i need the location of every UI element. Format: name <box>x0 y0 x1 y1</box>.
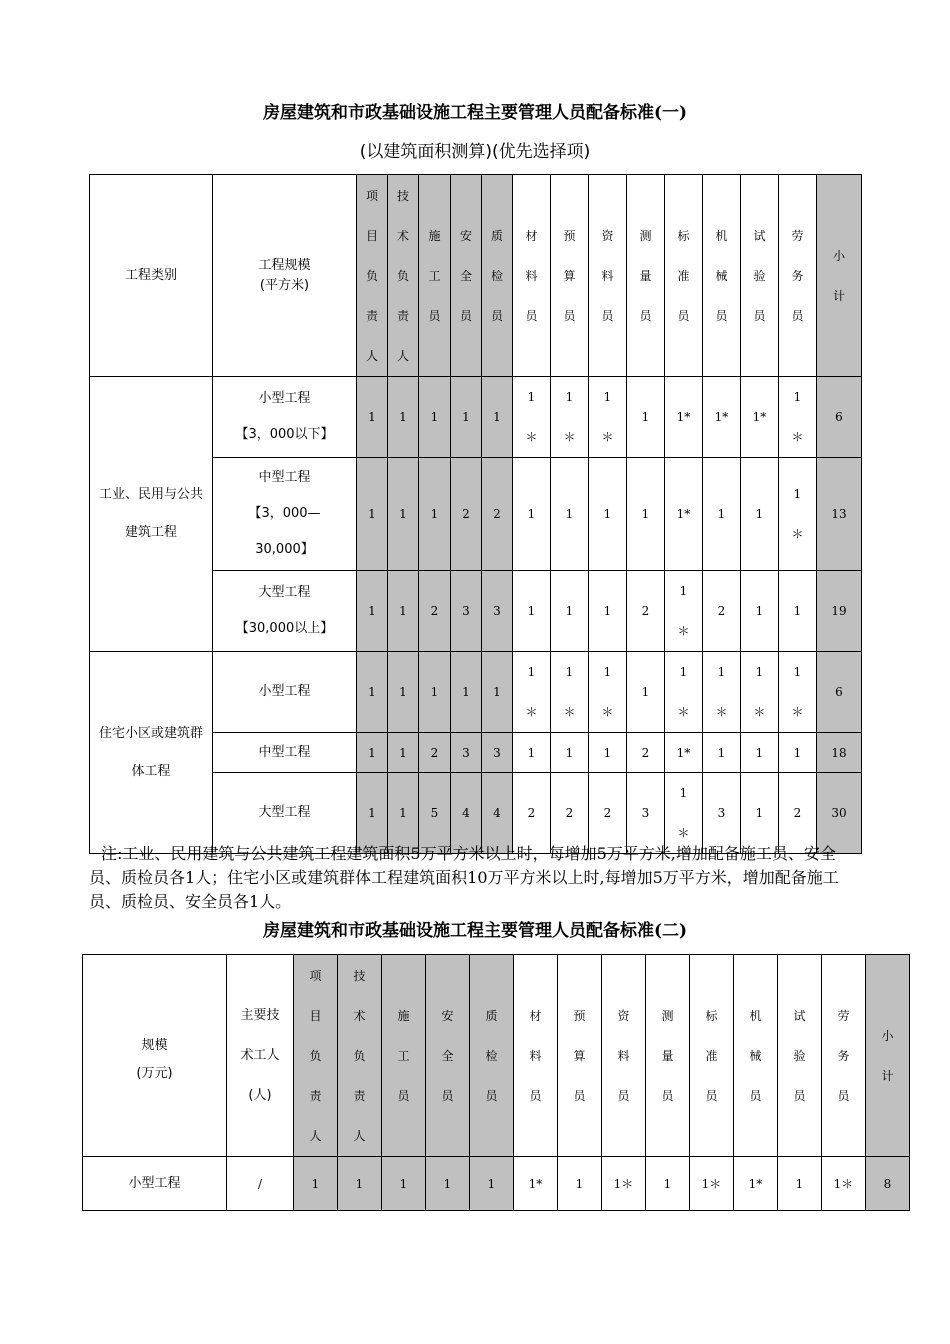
table2-title: 房屋建筑和市政基础设施工程主要管理人员配备标准(二) <box>262 921 688 941</box>
value-cell: 4 <box>451 773 482 854</box>
header-workers: 主要技术工人(人) <box>227 955 294 1157</box>
value-cell: 1 <box>388 733 419 773</box>
header-scale: 工程规模 (平方米) <box>213 175 357 377</box>
value-cell: 3 <box>451 733 482 773</box>
value-cell: 1＊ <box>665 652 703 733</box>
value-cell: 1 <box>741 733 779 773</box>
value-cell: 1* <box>734 1157 778 1211</box>
value-cell: 1 <box>551 733 589 773</box>
table2-header-row <box>83 955 910 1157</box>
value-cell: 1＊ <box>513 377 551 458</box>
header-col: 劳务员 <box>822 955 866 1157</box>
header-col: 机械员 <box>734 955 778 1157</box>
header-col: 技术负责人 <box>388 175 419 377</box>
value-cell: 1 <box>513 458 551 571</box>
value-cell: 1* <box>514 1157 558 1211</box>
value-cell: 1 <box>482 652 513 733</box>
value-cell: 1 <box>388 458 419 571</box>
header-col: 预算员 <box>558 955 602 1157</box>
value-cell: 1 <box>551 571 589 652</box>
subtotal-cell: 8 <box>866 1157 910 1211</box>
value-cell: 4 <box>482 773 513 854</box>
category-cell: 工业、民用与公共建筑工程 <box>90 377 213 652</box>
value-cell: 3 <box>627 773 665 854</box>
value-cell: 2 <box>513 773 551 854</box>
value-cell: 1 <box>357 652 388 733</box>
value-cell: 1* <box>665 377 703 458</box>
header-col: 质检员 <box>470 955 514 1157</box>
value-cell: 2 <box>451 458 482 571</box>
scale-cell: 大型工程 <box>213 773 357 854</box>
subtotal-cell: 30 <box>817 773 862 854</box>
header-col: 试验员 <box>741 175 779 377</box>
value-cell: 1 <box>451 652 482 733</box>
value-cell: 1 <box>627 377 665 458</box>
scale-cell: 小型工程 【3，000以下】 <box>213 377 357 458</box>
header-col: 测量员 <box>627 175 665 377</box>
scale-cell: 中型工程 <box>213 733 357 773</box>
header-scale: 规模 (万元) <box>83 955 227 1157</box>
staffing-table-1 <box>89 174 862 854</box>
table-row <box>83 1157 910 1211</box>
value-cell: 2 <box>627 733 665 773</box>
table1-header-row <box>90 175 862 377</box>
value-cell: 1＊ <box>665 773 703 854</box>
value-cell: 1 <box>779 571 817 652</box>
table-row <box>90 377 862 458</box>
table1-footnote: 注:工业、民用建筑与公共建筑工程建筑面积5万平方米以上时，每增加5万平方米,增加配备施工员、安全员、质检员各1人；住宅小区或建筑群体工程建筑面积10万平方米以上时,每增加5万平方米，增加配备施工员、质检员、安全员各1人。 <box>89 844 839 911</box>
value-cell: 1 <box>388 652 419 733</box>
header-col: 施工员 <box>382 955 426 1157</box>
header-category: 工程类别 <box>90 175 213 377</box>
value-cell: 1 <box>513 571 551 652</box>
value-cell: 1 <box>357 773 388 854</box>
table1-title: 房屋建筑和市政基础设施工程主要管理人员配备标准(一) <box>262 103 688 123</box>
value-cell: 2 <box>551 773 589 854</box>
value-cell: 1 <box>741 773 779 854</box>
header-col: 质检员 <box>482 175 513 377</box>
value-cell: 1 <box>482 377 513 458</box>
value-cell: 1 <box>419 377 451 458</box>
value-cell: 3 <box>451 571 482 652</box>
header-col: 资料员 <box>589 175 627 377</box>
value-cell: 2 <box>703 571 741 652</box>
value-cell: 1 <box>382 1157 426 1211</box>
value-cell: 2 <box>779 773 817 854</box>
value-cell: 1 <box>513 733 551 773</box>
header-col: 标准员 <box>665 175 703 377</box>
value-cell: 1＊ <box>779 458 817 571</box>
header-col: 资料员 <box>602 955 646 1157</box>
header-col: 材料员 <box>513 175 551 377</box>
scale-cell: 大型工程 【30,000以上】 <box>213 571 357 652</box>
scale-cell: 小型工程 <box>213 652 357 733</box>
subtotal-cell: 18 <box>817 733 862 773</box>
subtotal-cell: 6 <box>817 377 862 458</box>
value-cell: 1＊ <box>589 652 627 733</box>
value-cell: 1 <box>388 377 419 458</box>
value-cell: 1＊ <box>779 652 817 733</box>
staffing-table-2 <box>82 954 910 1211</box>
value-cell: 1 <box>627 458 665 571</box>
subtotal-cell: 19 <box>817 571 862 652</box>
value-cell: 1 <box>551 458 589 571</box>
value-cell: 1 <box>419 458 451 571</box>
value-cell: 1＊ <box>602 1157 646 1211</box>
header-col: 施工员 <box>419 175 451 377</box>
header-subtotal: 小计 <box>817 175 862 377</box>
value-cell: 1* <box>665 733 703 773</box>
value-cell: 1 <box>778 1157 822 1211</box>
value-cell: 1＊ <box>690 1157 734 1211</box>
value-cell: 3 <box>482 733 513 773</box>
value-cell: 1 <box>558 1157 602 1211</box>
value-cell: 1 <box>589 571 627 652</box>
value-cell: 1＊ <box>665 571 703 652</box>
header-col: 项目负责人 <box>294 955 338 1157</box>
value-cell: 1 <box>646 1157 690 1211</box>
value-cell: 1 <box>703 458 741 571</box>
value-cell: 2 <box>482 458 513 571</box>
value-cell: 1 <box>451 377 482 458</box>
header-subtotal: 小计 <box>866 955 910 1157</box>
value-cell: 1 <box>294 1157 338 1211</box>
value-cell: 1＊ <box>551 652 589 733</box>
workers-cell: / <box>227 1157 294 1211</box>
value-cell: 1 <box>589 458 627 571</box>
header-col: 安全员 <box>451 175 482 377</box>
value-cell: 1 <box>357 571 388 652</box>
value-cell: 2 <box>419 733 451 773</box>
category-cell: 住宅小区或建筑群体工程 <box>90 652 213 854</box>
header-col: 机械员 <box>703 175 741 377</box>
value-cell: 1＊ <box>779 377 817 458</box>
value-cell: 2 <box>627 571 665 652</box>
subtotal-cell: 6 <box>817 652 862 733</box>
value-cell: 1 <box>338 1157 382 1211</box>
value-cell: 1＊ <box>589 377 627 458</box>
value-cell: 1 <box>419 652 451 733</box>
value-cell: 1 <box>357 733 388 773</box>
value-cell: 1 <box>470 1157 514 1211</box>
value-cell: 1* <box>665 458 703 571</box>
value-cell: 5 <box>419 773 451 854</box>
value-cell: 2 <box>589 773 627 854</box>
value-cell: 1＊ <box>741 652 779 733</box>
value-cell: 1 <box>589 733 627 773</box>
value-cell: 1 <box>357 458 388 571</box>
value-cell: 1* <box>703 377 741 458</box>
header-col: 测量员 <box>646 955 690 1157</box>
table-row <box>90 652 862 733</box>
value-cell: 1＊ <box>703 652 741 733</box>
header-col: 项目负责人 <box>357 175 388 377</box>
value-cell: 1 <box>741 571 779 652</box>
value-cell: 2 <box>419 571 451 652</box>
header-col: 材料员 <box>514 955 558 1157</box>
value-cell: 3 <box>482 571 513 652</box>
header-col: 技术负责人 <box>338 955 382 1157</box>
header-col: 劳务员 <box>779 175 817 377</box>
value-cell: 1 <box>627 652 665 733</box>
value-cell: 1* <box>741 377 779 458</box>
scale-cell: 小型工程 <box>83 1157 227 1211</box>
header-col: 安全员 <box>426 955 470 1157</box>
value-cell: 1＊ <box>551 377 589 458</box>
value-cell: 1 <box>388 773 419 854</box>
value-cell: 1 <box>703 733 741 773</box>
header-col: 试验员 <box>778 955 822 1157</box>
header-col: 预算员 <box>551 175 589 377</box>
value-cell: 1 <box>426 1157 470 1211</box>
value-cell: 3 <box>703 773 741 854</box>
value-cell: 1 <box>388 571 419 652</box>
subtotal-cell: 13 <box>817 458 862 571</box>
value-cell: 1＊ <box>822 1157 866 1211</box>
header-col: 标准员 <box>690 955 734 1157</box>
value-cell: 1 <box>357 377 388 458</box>
value-cell: 1 <box>741 458 779 571</box>
value-cell: 1＊ <box>513 652 551 733</box>
table1-subtitle: (以建筑面积测算)(优先选择项) <box>359 142 591 162</box>
scale-cell: 中型工程 【3，000—30,000】 <box>213 458 357 571</box>
value-cell: 1 <box>779 733 817 773</box>
